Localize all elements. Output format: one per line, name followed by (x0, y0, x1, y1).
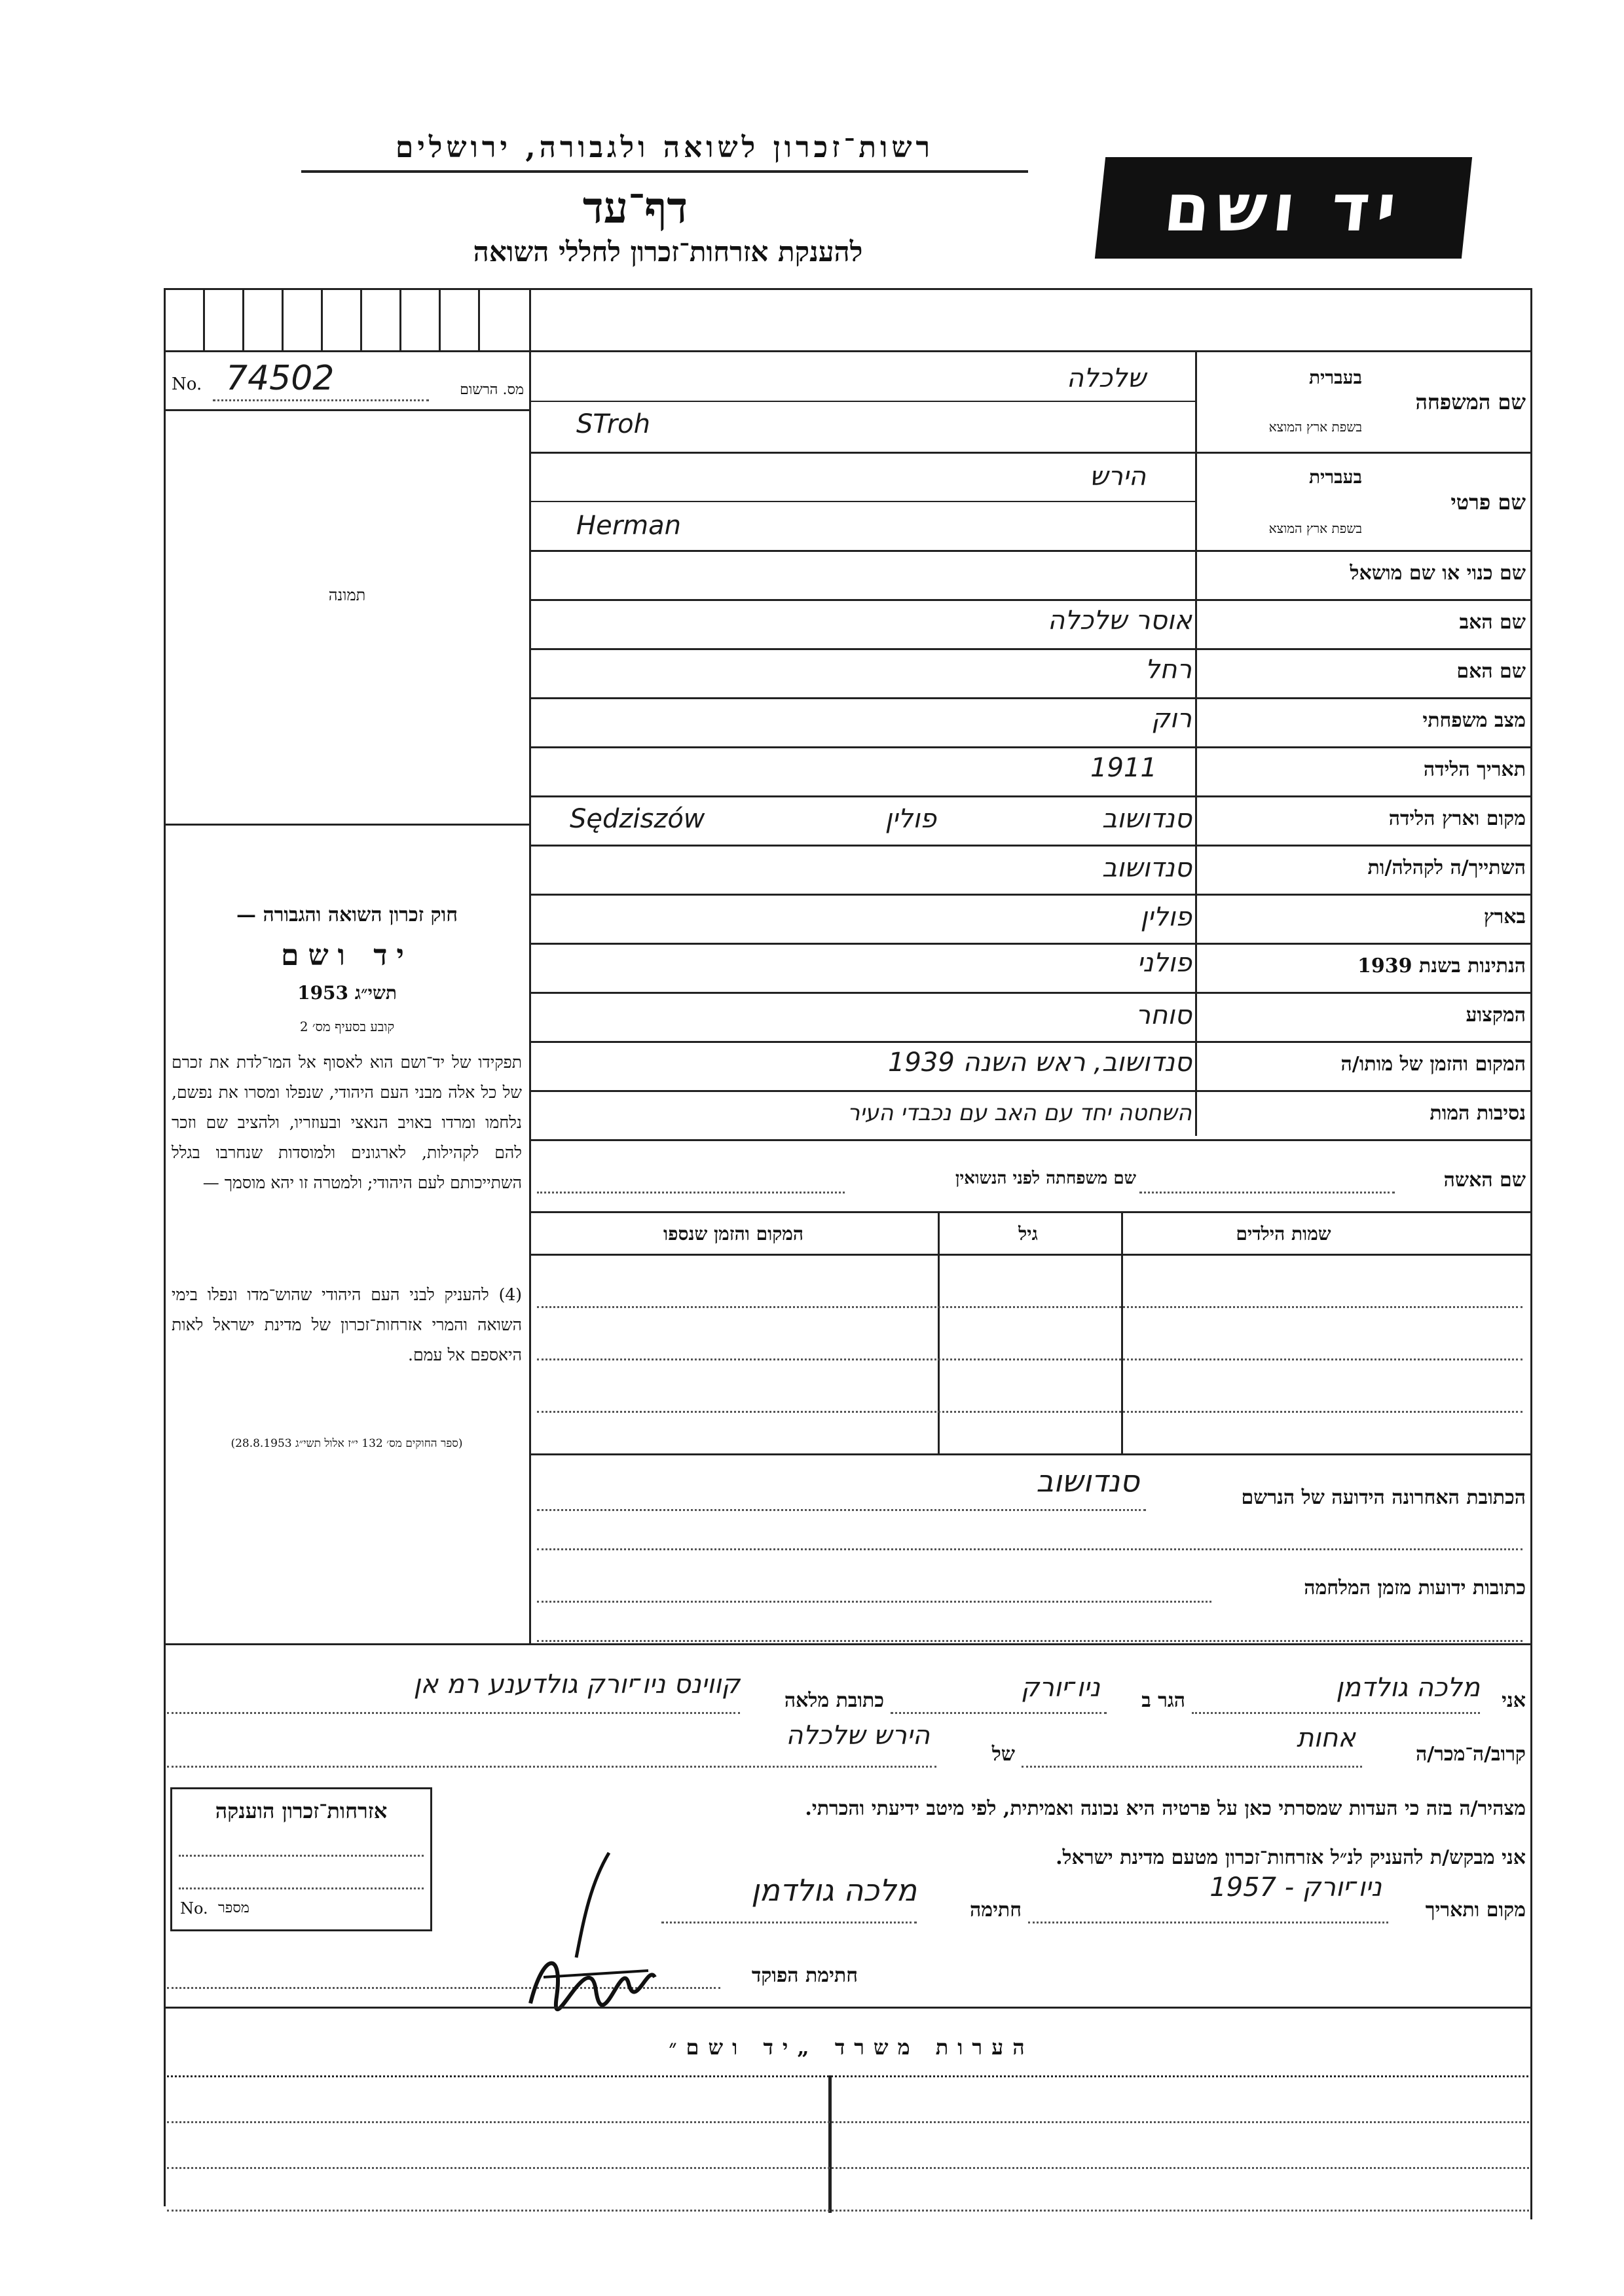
notes-divider (828, 2075, 832, 2213)
marital-status-value: רוק (1151, 704, 1192, 734)
signature-label: חתימה (970, 1899, 1022, 1922)
form-title: דף־עד (582, 182, 688, 233)
mother-value: רחל (1145, 655, 1192, 685)
yad-vashem-logo (1095, 157, 1472, 259)
father-label: שם האב (1459, 611, 1526, 634)
full-address-label: כתובת מלאה (784, 1689, 884, 1712)
last-address-value: סנדושוב (1036, 1463, 1139, 1499)
surname-origin-value: STroh (576, 409, 650, 439)
declarant-city: ניו־יורק (1020, 1673, 1100, 1703)
birth-place-latin-value: Sędziszów (570, 804, 705, 834)
official-signature-label: חתימת הפוקד (751, 1964, 858, 1987)
surname-hebrew-value: שלכלה (1066, 363, 1146, 393)
nickname-label: שם כנוי או שם מושאל (1350, 562, 1526, 585)
registration-number: 74502 (226, 359, 335, 398)
occupation-value: סוחר (1135, 1000, 1192, 1030)
children-place-header: המקום והזמן שנספו (663, 1223, 803, 1245)
surname-hebrew-label: בעברית (1308, 367, 1362, 388)
country-label: בארץ (1483, 905, 1526, 928)
of-name-value: הירש שלכלה (786, 1721, 930, 1751)
law-name: יד ושם (281, 939, 413, 972)
place-date-label: מקום ותאריך (1425, 1899, 1526, 1922)
frame-left (164, 288, 166, 2206)
declarant-i-label: אני (1502, 1689, 1526, 1712)
law-title: חוק זכרון השואה והגבורה — (236, 903, 458, 926)
wife-label: שם האשה (1443, 1169, 1526, 1192)
wife-maiden-label: שם משפחתה לפני הנשואין (955, 1169, 1136, 1188)
photo-label: תמונה (328, 586, 366, 604)
birth-date-label: תאריך הלידה (1423, 758, 1526, 781)
first-name-hebrew-value: הירש (1090, 462, 1146, 492)
full-address-value: קווינס ניו־יורק גולדענע רמ אן (413, 1669, 740, 1700)
granted-box (170, 1787, 432, 1931)
sidebar-divider (529, 288, 531, 1643)
war-addresses-label: כתובות ידועות מזמן המלחמה (1304, 1576, 1526, 1599)
community-value: סנדושוב (1101, 853, 1192, 883)
form-subtitle: להענקת אזרחות־זכרון לחללי השואה (473, 236, 863, 268)
authority-underline (301, 170, 1028, 173)
relative-label: קרוב/ה־מכר/ה (1415, 1743, 1526, 1766)
birth-place-label: מקום וארץ הלידה (1388, 807, 1526, 830)
of-label: של (991, 1743, 1015, 1766)
frame-top (164, 288, 1532, 290)
declarant-resides-label: הגר ב (1141, 1689, 1185, 1712)
law-citation: (ספר החוקים מס׳ 132 י״ז אלול תשי״ג 28.8.1953) (231, 1437, 463, 1450)
surname-label: שם המשפחה (1415, 390, 1526, 414)
nationality-value: פולני (1137, 948, 1192, 978)
first-name-label: שם פרטי (1450, 490, 1526, 515)
authority-line: רשות־זכרון לשואה ולגבורה, ירושלים (395, 131, 934, 164)
law-year: תשי״ג 1953 (297, 982, 397, 1004)
children-names-header: שמות הילדים (1236, 1223, 1331, 1245)
declarant-signature: מלכה גולדמן (751, 1872, 917, 1908)
office-notes-title: הערות משרד „יד ושם״ (669, 2035, 1034, 2060)
death-place-time-label: המקום והזמן של מותו/ה (1340, 1053, 1526, 1076)
first-name-origin-label: בשפת ארץ המוצא (1268, 520, 1362, 536)
logo-text: יד ושם (1160, 170, 1407, 246)
declarant-name: מלכה גולדמן (1336, 1673, 1480, 1703)
granted-box-title: אזרחות־זכרון הוענקה (215, 1798, 388, 1823)
death-circumstances-value: השחטה יחד עם האב עם נכבדי העיר (847, 1100, 1192, 1126)
declarant-signature-stroke-icon (570, 1846, 622, 1964)
label-column-divider (1195, 350, 1197, 1136)
death-place-time-value: סנדושוב, ראש השנה 1939 (887, 1048, 1192, 1078)
death-circumstances-label: נסיבות המות (1430, 1102, 1526, 1125)
occupation-label: המקצוע (1466, 1004, 1526, 1027)
children-age-header: גיל (1018, 1223, 1038, 1245)
granted-box-number-label: מספר (218, 1900, 249, 1916)
community-label: השתייך/ה לקהלה/ות (1367, 856, 1526, 879)
last-address-label: הכתובת האחרונה הידועה של הנרשם (1241, 1486, 1526, 1509)
registration-label: מס. הרשום (460, 382, 524, 398)
nationality-label: הנתינות בשנת 1939 (1357, 955, 1526, 977)
birth-place-value: סנדושוב (1101, 804, 1192, 834)
law-paragraph-1: תפקידו של יד־ושם הוא לאסוף אל המו־לדת את זכרם של כל אלה מבני העם היהודי, שנפלו ומסרו את נפשם, נלחמו ומרדו באויב הנאצי ובעוזריו, ולהציב שם וזכר להם לקהילות, לארגונים ולמוסדות שנחרבו בגלל השתייכותם לעם היהודי; ולמטרה זו יהא מוסמך — (172, 1053, 522, 1192)
law-clause: קובע בסעיף מס׳ 2 (299, 1019, 395, 1034)
request-text: אני מבקש/ת להעניק לנ״ל אזרחות־זכרון מטעם מדינת ישראל. (1056, 1846, 1526, 1869)
mother-label: שם האם (1456, 660, 1526, 683)
surname-origin-label: בשפת ארץ המוצא (1268, 419, 1362, 435)
registration-no-label: No. (172, 374, 202, 394)
birth-place-extra-value: פולין (885, 804, 936, 834)
granted-box-no-label: No. (180, 1899, 208, 1918)
father-value: אוסר שלכלה (1048, 606, 1192, 636)
birth-date-value: 1911 (1090, 753, 1157, 783)
first-name-hebrew-label: בעברית (1308, 466, 1362, 488)
place-date-value: ניו־יורק - 1957 (1209, 1872, 1382, 1903)
declaration-text: מצהיר/ה בזה כי העדות שמסרתי כאן על פרטיה היא נכונה ואמיתית, לפי מיטב ידיעתי והכרתי. (805, 1797, 1526, 1820)
relation-value: אחות (1296, 1723, 1356, 1753)
marital-status-label: מצב משפחתי (1422, 709, 1526, 732)
law-paragraph-2: (4) להעניק לבני העם היהודי שהוש־מדו ונפלו בימי השואה והמרי אזרחות־זכרון של מדינת ישראל לאות היאספם אל עמם. (172, 1285, 522, 1364)
country-value: פולין (1140, 902, 1192, 932)
first-name-origin-value: Herman (576, 511, 681, 541)
